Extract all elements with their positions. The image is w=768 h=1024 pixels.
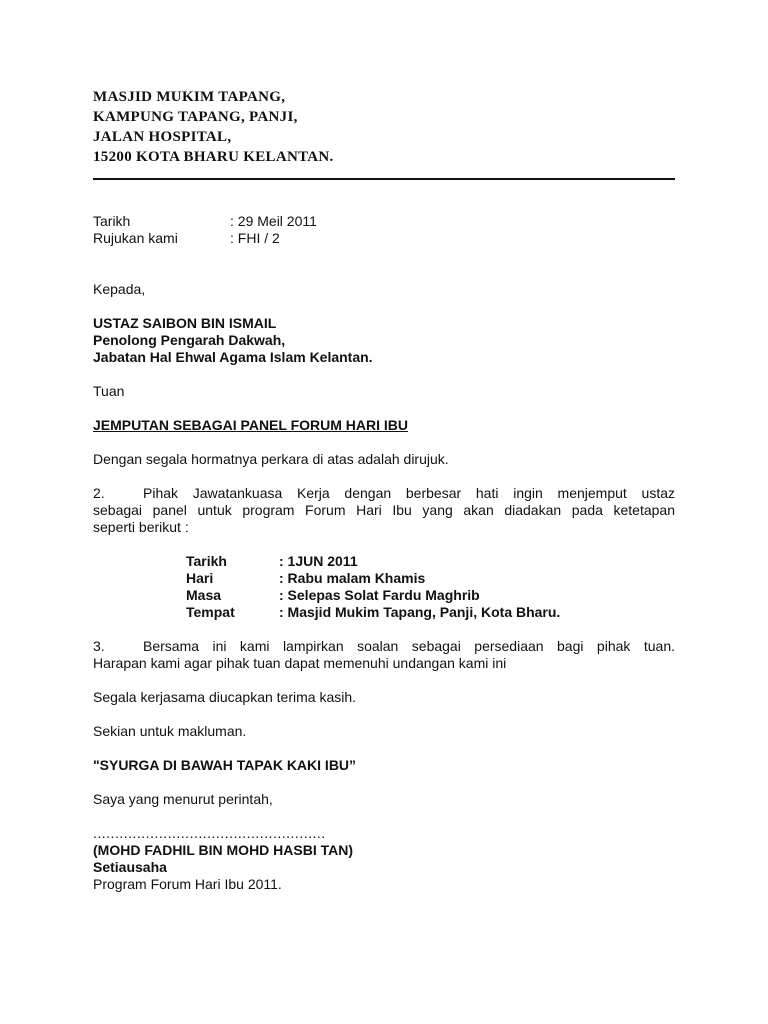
recipient-position: Penolong Pengarah Dakwah,: [93, 332, 286, 348]
detail-row: [186, 570, 675, 587]
letter-body: [93, 281, 675, 893]
sender-line-1: MASJID MUKIM TAPANG,: [93, 89, 286, 105]
motto: "SYURGA DI BAWAH TAPAK KAKI IBU”: [93, 757, 357, 773]
detail-row: [186, 604, 675, 621]
recipient-to: Kepada,: [93, 281, 146, 297]
detail-value: : Selepas Solat Fardu Maghrib: [279, 587, 480, 603]
signature-line: .....................................................: [93, 825, 326, 841]
signatory-title: Setiausaha: [93, 859, 167, 875]
subject-line: JEMPUTAN SEBAGAI PANEL FORUM HARI IBU: [93, 417, 409, 433]
paragraph-3: [93, 638, 675, 672]
detail-label: Masa: [186, 587, 222, 603]
detail-value: : Rabu malam Khamis: [279, 570, 426, 586]
reference-row: [93, 230, 317, 247]
date-value: : 29 Meil 2011: [230, 213, 317, 229]
paragraph-3-line-2: Harapan kami agar pihak tuan dapat memenuhi undangan kami ini: [93, 655, 507, 671]
sender-line-2: KAMPUNG TAPANG, PANJI,: [93, 109, 298, 125]
closing-note: Sekian untuk makluman.: [93, 723, 247, 739]
thanks-line: Segala kerjasama diucapkan terima kasih.: [93, 689, 357, 705]
signatory-program: Program Forum Hari Ibu 2011.: [93, 876, 282, 892]
recipient-department: Jabatan Hal Ehwal Agama Islam Kelantan.: [93, 349, 373, 365]
greeting: Tuan: [93, 383, 125, 399]
paragraph-2: [93, 485, 675, 536]
detail-label: Hari: [186, 570, 214, 586]
detail-value: : Masjid Mukim Tapang, Panji, Kota Bharu.: [279, 604, 561, 620]
signatory-name: (MOHD FADHIL BIN MOHD HASBI TAN): [93, 842, 354, 858]
paragraph-2-number: 2.: [93, 485, 105, 501]
paragraph-2-line-2: sebagai panel untuk program Forum Hari Ibu yang akan diadakan pada ketetapan: [93, 502, 675, 518]
paragraph-1: Dengan segala hormatnya perkara di atas adalah dirujuk.: [93, 451, 449, 467]
paragraph-2-line-1: 2. Pihak Jawatankuasa Kerja dengan berbesar hati ingin menjemput ustaz: [93, 485, 675, 501]
detail-row: [186, 587, 675, 604]
event-details: [186, 553, 675, 621]
reference-value: : FHI / 2: [230, 230, 280, 246]
date-row: [93, 213, 317, 230]
recipient-name: USTAZ SAIBON BIN ISMAIL: [93, 315, 277, 331]
sender-line-4: 15200 KOTA BHARU KELANTAN.: [93, 149, 334, 165]
detail-row: [186, 553, 675, 570]
detail-value: : 1JUN 2011: [279, 553, 358, 569]
detail-label: Tempat: [186, 604, 235, 620]
detail-label: Tarikh: [186, 553, 227, 569]
date-label: Tarikh: [93, 213, 131, 229]
sign-off: Saya yang menurut perintah,: [93, 791, 273, 807]
paragraph-3-line-1: 3. Bersama ini kami lampirkan soalan sebagai persediaan bagi pihak tuan.: [93, 638, 675, 654]
paragraph-3-number: 3.: [93, 638, 105, 654]
header-divider: [93, 178, 675, 180]
paragraph-2-line-3: seperti berikut :: [93, 519, 189, 535]
reference-label: Rujukan kami: [93, 230, 178, 246]
reference-block: [93, 213, 317, 247]
sender-line-3: JALAN HOSPITAL,: [93, 129, 232, 145]
sender-address: [93, 87, 334, 167]
